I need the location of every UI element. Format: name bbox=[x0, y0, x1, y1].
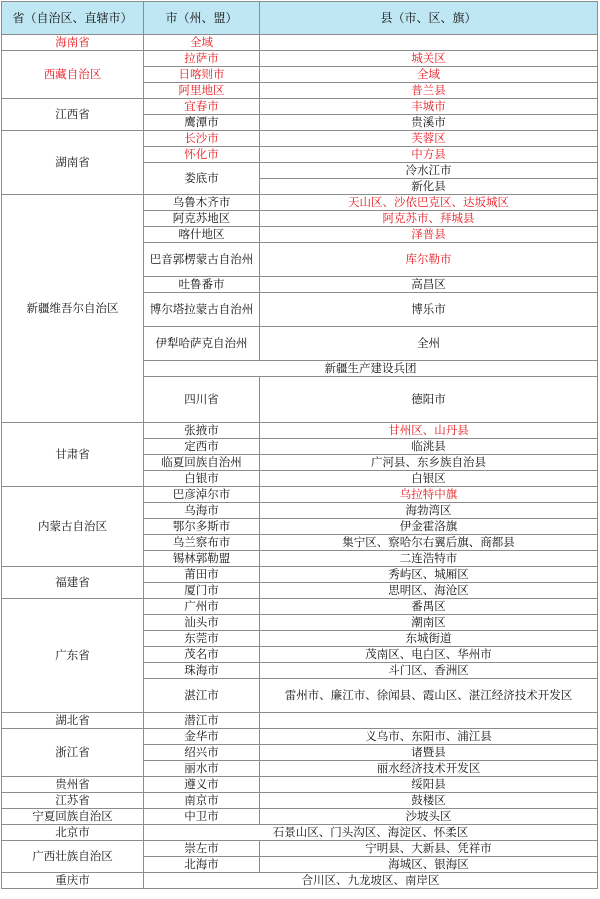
county-cell: 丽水经济技术开发区 bbox=[260, 761, 598, 777]
county-cell: 海勃湾区 bbox=[260, 503, 598, 519]
province-cell: 湖北省 bbox=[2, 713, 144, 729]
county-cell: 番禺区 bbox=[260, 599, 598, 615]
province-cell: 内蒙古自治区 bbox=[2, 487, 144, 567]
province-cell: 广西壮族自治区 bbox=[2, 841, 144, 873]
city-cell: 广州市 bbox=[144, 599, 260, 615]
province-cell: 甘肃省 bbox=[2, 423, 144, 487]
city-cell: 鄂尔多斯市 bbox=[144, 519, 260, 535]
county-cell: 芙蓉区 bbox=[260, 131, 598, 147]
county-cell: 二连浩特市 bbox=[260, 551, 598, 567]
county-cell bbox=[260, 35, 598, 51]
city-cell: 乌鲁木齐市 bbox=[144, 195, 260, 211]
county-cell: 贵溪市 bbox=[260, 115, 598, 131]
table-row bbox=[2, 841, 598, 857]
table-row bbox=[2, 599, 598, 615]
county-cell: 普兰县 bbox=[260, 83, 598, 99]
city-cell: 南京市 bbox=[144, 793, 260, 809]
county-cell: 思明区、海沧区 bbox=[260, 583, 598, 599]
county-cell: 绥阳县 bbox=[260, 777, 598, 793]
county-cell: 海城区、银海区 bbox=[260, 857, 598, 873]
county-cell: 秀屿区、城厢区 bbox=[260, 567, 598, 583]
county-cell: 雷州市、廉江市、徐闻县、霞山区、湛江经济技术开发区 bbox=[260, 679, 598, 713]
city-cell: 锡林郭勒盟 bbox=[144, 551, 260, 567]
table-row bbox=[2, 51, 598, 67]
province-cell: 福建省 bbox=[2, 567, 144, 599]
city-cell: 鹰潭市 bbox=[144, 115, 260, 131]
province-cell: 重庆市 bbox=[2, 873, 144, 889]
city-cell: 吐鲁番市 bbox=[144, 277, 260, 293]
county-cell: 丰城市 bbox=[260, 99, 598, 115]
city-cell: 日喀则市 bbox=[144, 67, 260, 83]
city-cell: 宜春市 bbox=[144, 99, 260, 115]
city-cell: 阿里地区 bbox=[144, 83, 260, 99]
county-cell: 中方县 bbox=[260, 147, 598, 163]
table-row bbox=[2, 423, 598, 439]
city-cell: 阿克苏地区 bbox=[144, 211, 260, 227]
county-cell: 东城街道 bbox=[260, 631, 598, 647]
county-cell: 甘州区、山丹县 bbox=[260, 423, 598, 439]
city-cell: 新疆生产建设兵团 bbox=[144, 361, 598, 377]
county-cell: 潮南区 bbox=[260, 615, 598, 631]
city-cell: 厦门市 bbox=[144, 583, 260, 599]
county-cell: 鼓楼区 bbox=[260, 793, 598, 809]
table-row bbox=[2, 487, 598, 503]
city-cell: 石景山区、门头沟区、海淀区、怀柔区 bbox=[144, 825, 598, 841]
city-cell: 定西市 bbox=[144, 439, 260, 455]
city-cell: 中卫市 bbox=[144, 809, 260, 825]
city-cell: 乌海市 bbox=[144, 503, 260, 519]
province-cell: 江苏省 bbox=[2, 793, 144, 809]
city-cell: 崇左市 bbox=[144, 841, 260, 857]
table-header-row bbox=[2, 2, 598, 35]
city-cell: 合川区、九龙坡区、南岸区 bbox=[144, 873, 598, 889]
county-cell: 茂南区、电白区、华州市 bbox=[260, 647, 598, 663]
city-cell: 怀化市 bbox=[144, 147, 260, 163]
county-cell: 博乐市 bbox=[260, 293, 598, 327]
city-cell: 丽水市 bbox=[144, 761, 260, 777]
city-column-header: 市（州、盟） bbox=[144, 2, 260, 35]
county-cell bbox=[260, 713, 598, 729]
province-cell: 西藏自治区 bbox=[2, 51, 144, 99]
province-column-header: 省（自治区、直辖市） bbox=[2, 2, 144, 35]
table-row bbox=[2, 99, 598, 115]
city-cell: 长沙市 bbox=[144, 131, 260, 147]
county-cell: 全州 bbox=[260, 327, 598, 361]
city-cell: 湛江市 bbox=[144, 679, 260, 713]
province-cell: 广东省 bbox=[2, 599, 144, 713]
city-cell: 伊犁哈萨克自治州 bbox=[144, 327, 260, 361]
city-cell: 博尔塔拉蒙古自治州 bbox=[144, 293, 260, 327]
county-cell: 义乌市、东阳市、浦江县 bbox=[260, 729, 598, 745]
county-cell: 斗门区、香洲区 bbox=[260, 663, 598, 679]
province-cell: 湖南省 bbox=[2, 131, 144, 195]
province-cell: 宁夏回族自治区 bbox=[2, 809, 144, 825]
city-cell: 全域 bbox=[144, 35, 260, 51]
county-cell: 天山区、沙依巴克区、达坂城区 bbox=[260, 195, 598, 211]
county-cell: 白银区 bbox=[260, 471, 598, 487]
province-cell: 四川省 bbox=[144, 377, 260, 423]
province-cell: 贵州省 bbox=[2, 777, 144, 793]
city-cell: 临夏回族自治州 bbox=[144, 455, 260, 471]
city-cell: 莆田市 bbox=[144, 567, 260, 583]
county-cell: 新化县 bbox=[260, 179, 598, 195]
city-cell: 张掖市 bbox=[144, 423, 260, 439]
table-row bbox=[2, 35, 598, 51]
city-cell: 喀什地区 bbox=[144, 227, 260, 243]
city-cell: 遵义市 bbox=[144, 777, 260, 793]
city-cell: 珠海市 bbox=[144, 663, 260, 679]
county-cell: 伊金霍洛旗 bbox=[260, 519, 598, 535]
table-row bbox=[2, 873, 598, 889]
county-cell: 泽普县 bbox=[260, 227, 598, 243]
province-cell: 北京市 bbox=[2, 825, 144, 841]
table-row bbox=[2, 825, 598, 841]
city-cell: 北海市 bbox=[144, 857, 260, 873]
county-cell: 阿克苏市、拜城县 bbox=[260, 211, 598, 227]
county-cell: 城关区 bbox=[260, 51, 598, 67]
table-row bbox=[2, 567, 598, 583]
city-cell: 娄底市 bbox=[144, 163, 260, 195]
county-cell: 宁明县、大新县、凭祥市 bbox=[260, 841, 598, 857]
city-cell: 巴音郭楞蒙古自治州 bbox=[144, 243, 260, 277]
table-row bbox=[2, 793, 598, 809]
county-cell: 冷水江市 bbox=[260, 163, 598, 179]
table-row bbox=[2, 713, 598, 729]
province-cell: 海南省 bbox=[2, 35, 144, 51]
city-cell: 茂名市 bbox=[144, 647, 260, 663]
city-cell: 德阳市 bbox=[260, 377, 598, 423]
county-cell: 沙坡头区 bbox=[260, 809, 598, 825]
county-cell: 诸暨县 bbox=[260, 745, 598, 761]
city-cell: 金华市 bbox=[144, 729, 260, 745]
city-cell: 汕头市 bbox=[144, 615, 260, 631]
county-cell: 库尔勒市 bbox=[260, 243, 598, 277]
city-cell: 白银市 bbox=[144, 471, 260, 487]
table-body bbox=[2, 35, 598, 889]
province-cell: 新疆维吾尔自治区 bbox=[2, 195, 144, 423]
table-row bbox=[2, 131, 598, 147]
city-cell: 绍兴市 bbox=[144, 745, 260, 761]
city-cell: 乌兰察布市 bbox=[144, 535, 260, 551]
province-cell: 浙江省 bbox=[2, 729, 144, 777]
county-cell: 乌拉特中旗 bbox=[260, 487, 598, 503]
table-row bbox=[2, 809, 598, 825]
county-cell: 广河县、东乡族自治县 bbox=[260, 455, 598, 471]
county-cell: 集宁区、察哈尔右翼后旗、商都县 bbox=[260, 535, 598, 551]
county-cell: 临洮县 bbox=[260, 439, 598, 455]
city-cell: 拉萨市 bbox=[144, 51, 260, 67]
table-row bbox=[2, 195, 598, 211]
table-row bbox=[2, 729, 598, 745]
city-cell: 潜江市 bbox=[144, 713, 260, 729]
table-row bbox=[2, 777, 598, 793]
county-cell: 全域 bbox=[260, 67, 598, 83]
province-cell: 江西省 bbox=[2, 99, 144, 131]
county-column-header: 县（市、区、旗） bbox=[260, 2, 598, 35]
city-cell: 东莞市 bbox=[144, 631, 260, 647]
region-table bbox=[1, 1, 598, 889]
city-cell: 巴彦淖尔市 bbox=[144, 487, 260, 503]
county-cell: 高昌区 bbox=[260, 277, 598, 293]
